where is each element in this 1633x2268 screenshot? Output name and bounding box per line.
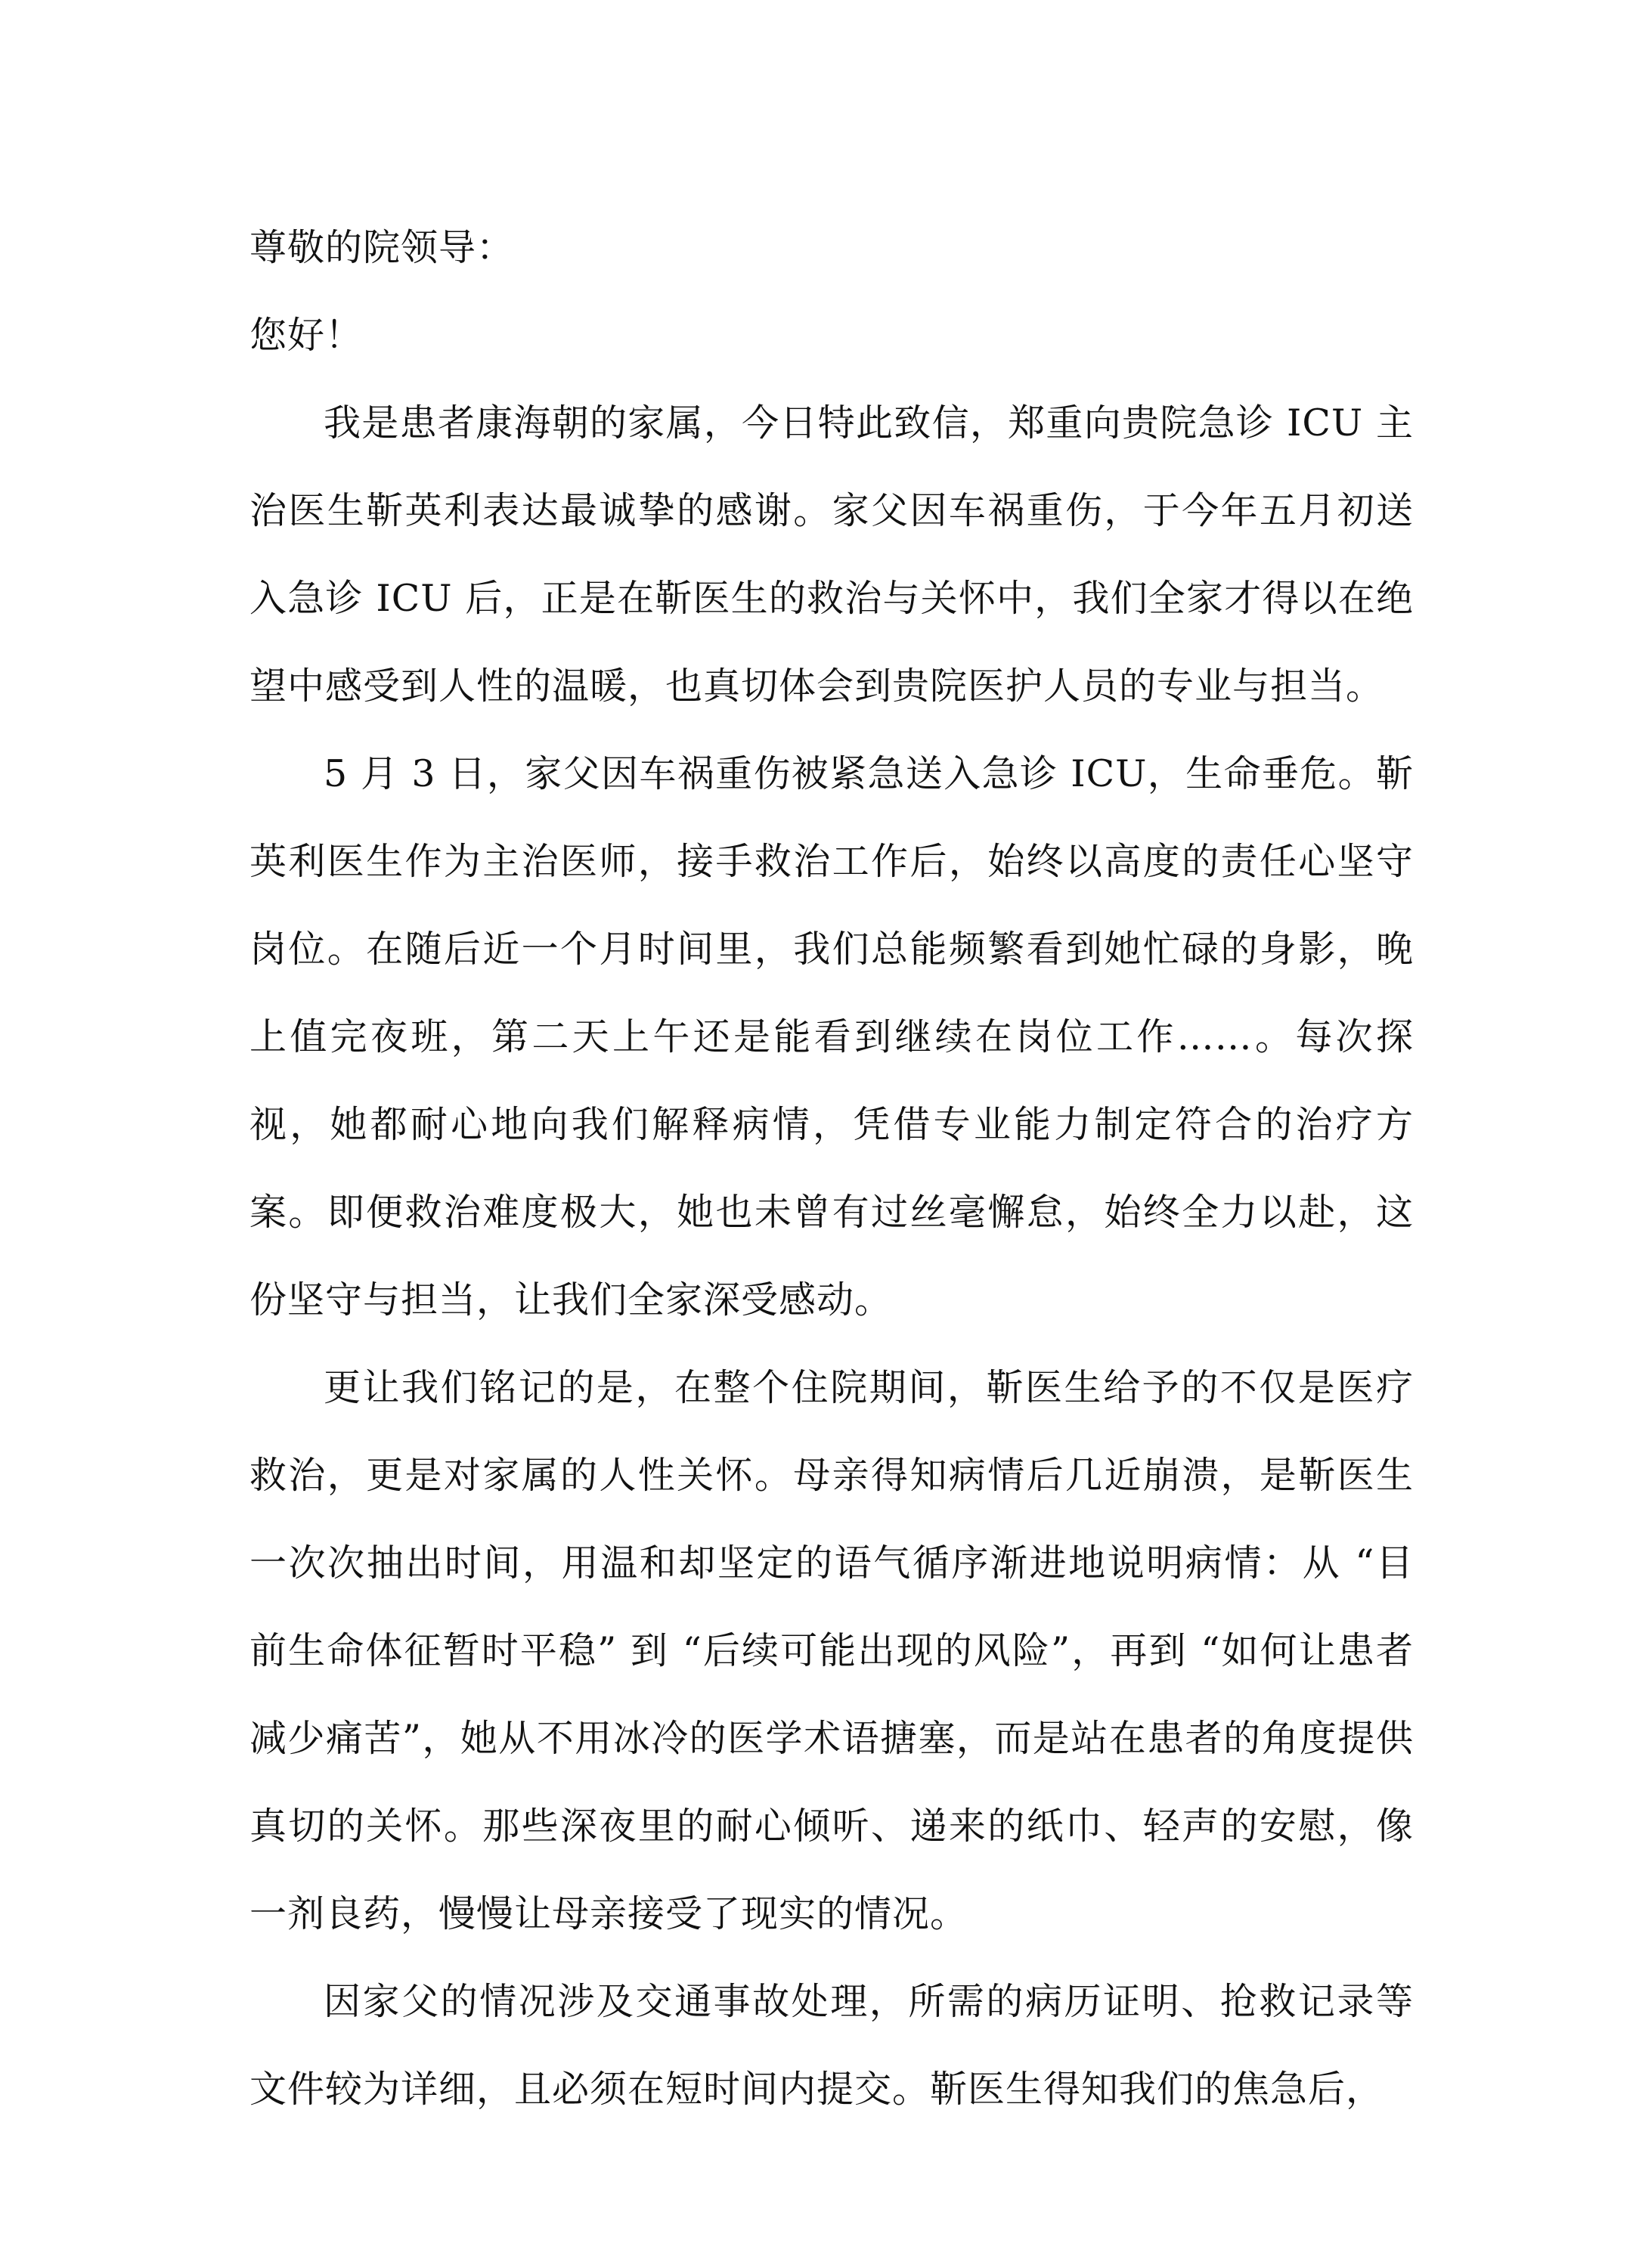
paragraph-intro: 我是患者康海朝的家属，今日特此致信，郑重向贵院急诊 ICU 主治医生靳英利表达最诚挚的感谢。家父因车祸重伤，于今年五月初送入急诊 ICU 后，正是在靳医生的救治与关怀中，我们全家才得以在绝望中感受到人性的温暖，也真切体会到贵院医护人员的专业与担当。 [249, 401, 1414, 708]
letter-body [249, 204, 1414, 2133]
paragraph-documents: 因家父的情况涉及交通事故处理，所需的病历证明、抢救记录等文件较为详细，且必须在短时间内提交。靳医生得知我们的焦急后， [249, 1980, 1414, 2111]
greeting: 您好！ [249, 314, 364, 357]
salutation: 尊敬的院领导： [249, 226, 515, 269]
paragraph-family-care: 更让我们铭记的是，在整个住院期间，靳医生给予的不仅是医疗救治，更是对家属的人性关怀。母亲得知病情后几近崩溃，是靳医生一次次抽出时间，用温和却坚定的语气循序渐进地说明病情：从 “目前生命体征暂时平稳” 到 “后续可能出现的风险”，再到 “如何让患者减少痛苦”，她从不用冰冷的医学术语搪塞，而是站在患者的角度提供真切的关怀。那些深夜里的耐心倾听、递来的纸巾、轻声的安慰，像一剂良药，慢慢让母亲接受了现实的情况。 [249, 1366, 1414, 1935]
paragraph-treatment: 5 月 3 日，家父因车祸重伤被紧急送入急诊 ICU，生命垂危。靳英利医生作为主治医师，接手救治工作后，始终以高度的责任心坚守岗位。在随后近一个月时间里，我们总能频繁看到她忙碌的身影，晚上值完夜班，第二天上午还是能看到继续在岗位工作……。每次探视，她都耐心地向我们解释病情，凭借专业能力制定符合的治疗方案。即便救治难度极大，她也未曾有过丝毫懈怠，始终全力以赴，这份坚守与担当，让我们全家深受感动。 [249, 752, 1414, 1321]
